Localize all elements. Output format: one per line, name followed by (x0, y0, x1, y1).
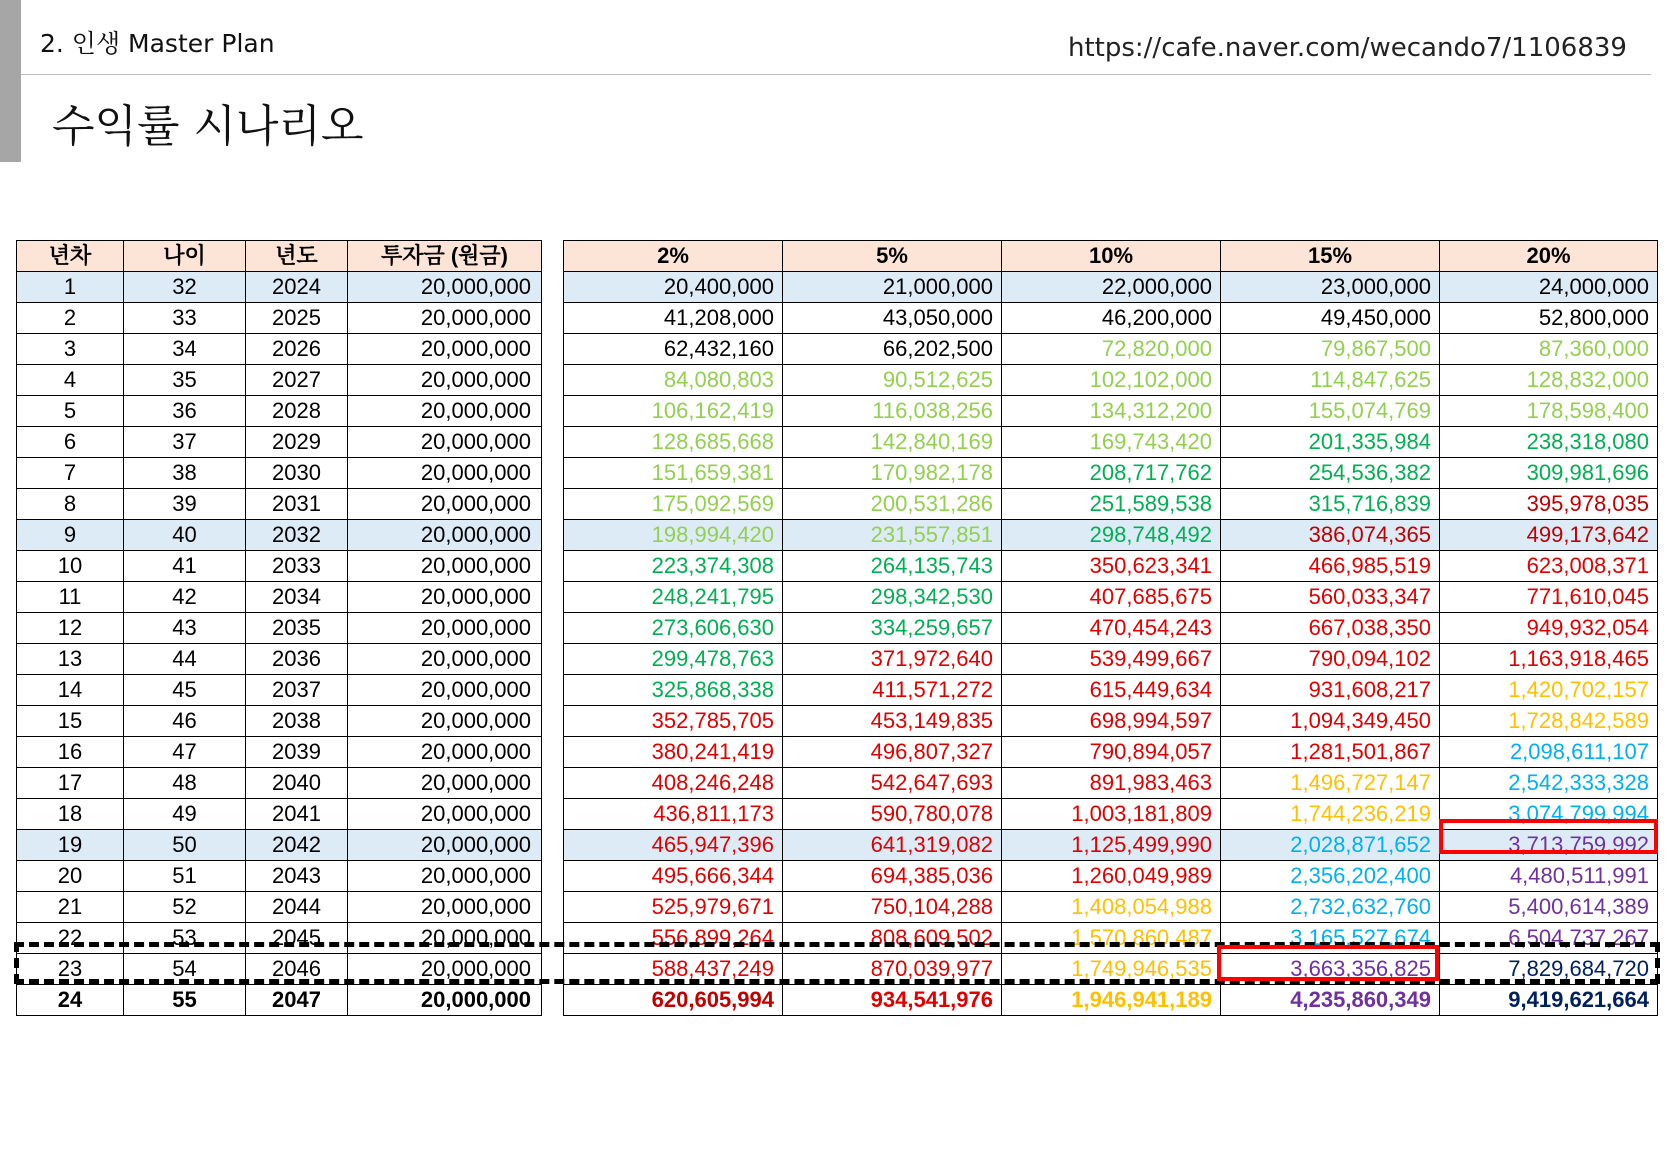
table-cell: 6,504,737,267 (1440, 923, 1658, 954)
table-row (17, 892, 542, 923)
source-url-link[interactable]: https://cafe.naver.com/wecando7/1106839 (1068, 33, 1627, 63)
table-cell: 298,342,530 (783, 582, 1002, 613)
table-cell: 1 (17, 272, 124, 303)
table-cell: 771,610,045 (1440, 582, 1658, 613)
table-cell: 53 (124, 923, 246, 954)
table-row (564, 861, 1658, 892)
table-cell: 201,335,984 (1221, 427, 1440, 458)
table-cell: 2028 (246, 396, 348, 427)
table-cell: 102,102,000 (1002, 365, 1221, 396)
table-cell: 2045 (246, 923, 348, 954)
table-cell: 2047 (246, 985, 348, 1016)
table-cell: 20 (17, 861, 124, 892)
table-row (564, 644, 1658, 675)
table-cell: 4 (17, 365, 124, 396)
table-cell: 20,000,000 (348, 458, 542, 489)
table-cell: 54 (124, 954, 246, 985)
table-cell: 790,094,102 (1221, 644, 1440, 675)
table-cell: 1,749,946,535 (1002, 954, 1221, 985)
table-cell: 20,000,000 (348, 303, 542, 334)
table-cell: 55 (124, 985, 246, 1016)
table-cell: 208,717,762 (1002, 458, 1221, 489)
table-cell: 49 (124, 799, 246, 830)
column-header: 년도 (246, 241, 348, 272)
table-cell: 43 (124, 613, 246, 644)
table-cell: 9,419,621,664 (1440, 985, 1658, 1016)
table-cell: 254,536,382 (1221, 458, 1440, 489)
table-cell: 84,080,803 (564, 365, 783, 396)
table-cell: 931,608,217 (1221, 675, 1440, 706)
table-cell: 42 (124, 582, 246, 613)
table-cell: 15 (17, 706, 124, 737)
table-row (564, 396, 1658, 427)
table-cell: 7,829,684,720 (1440, 954, 1658, 985)
investment-table-body (17, 272, 542, 1016)
table-cell: 134,312,200 (1002, 396, 1221, 427)
table-cell: 45 (124, 675, 246, 706)
table-cell: 1,496,727,147 (1221, 768, 1440, 799)
table-row (564, 768, 1658, 799)
table-cell: 13 (17, 644, 124, 675)
table-cell: 667,038,350 (1221, 613, 1440, 644)
table-cell: 325,868,338 (564, 675, 783, 706)
table-cell: 2043 (246, 861, 348, 892)
table-cell: 2,732,632,760 (1221, 892, 1440, 923)
table-cell: 750,104,288 (783, 892, 1002, 923)
table-row (17, 985, 542, 1016)
table-cell: 8 (17, 489, 124, 520)
table-row (17, 737, 542, 768)
column-header: 15% (1221, 241, 1440, 272)
column-header: 5% (783, 241, 1002, 272)
table-cell: 116,038,256 (783, 396, 1002, 427)
table-cell: 1,946,941,189 (1002, 985, 1221, 1016)
table-cell: 175,092,569 (564, 489, 783, 520)
table-cell: 36 (124, 396, 246, 427)
table-row (564, 985, 1658, 1016)
table-cell: 2035 (246, 613, 348, 644)
table-cell: 47 (124, 737, 246, 768)
table-row (17, 675, 542, 706)
table-cell: 142,840,169 (783, 427, 1002, 458)
table-cell: 891,983,463 (1002, 768, 1221, 799)
table-cell: 615,449,634 (1002, 675, 1221, 706)
table-cell: 20,000,000 (348, 830, 542, 861)
table-cell: 90,512,625 (783, 365, 1002, 396)
table-cell: 238,318,080 (1440, 427, 1658, 458)
table-cell: 470,454,243 (1002, 613, 1221, 644)
header-row (17, 241, 542, 272)
table-cell: 2027 (246, 365, 348, 396)
table-row (17, 644, 542, 675)
table-row (564, 892, 1658, 923)
table-cell: 1,408,054,988 (1002, 892, 1221, 923)
table-cell: 3,713,759,992 (1440, 830, 1658, 861)
side-accent-bar (0, 0, 21, 162)
table-cell: 21,000,000 (783, 272, 1002, 303)
table-cell: 37 (124, 427, 246, 458)
table-row (17, 458, 542, 489)
table-cell: 1,728,842,589 (1440, 706, 1658, 737)
table-cell: 50 (124, 830, 246, 861)
table-cell: 2032 (246, 520, 348, 551)
table-cell: 2024 (246, 272, 348, 303)
table-cell: 20,000,000 (348, 520, 542, 551)
section-label: 2. 인생 Master Plan (40, 29, 275, 58)
table-cell: 560,033,347 (1221, 582, 1440, 613)
table-cell: 542,647,693 (783, 768, 1002, 799)
table-cell: 315,716,839 (1221, 489, 1440, 520)
table-cell: 66,202,500 (783, 334, 1002, 365)
table-cell: 35 (124, 365, 246, 396)
table-cell: 3 (17, 334, 124, 365)
table-cell: 556,899,264 (564, 923, 783, 954)
header-row (564, 241, 1658, 272)
table-row (17, 613, 542, 644)
table-cell: 22,000,000 (1002, 272, 1221, 303)
table-cell: 20,000,000 (348, 675, 542, 706)
table-cell: 408,246,248 (564, 768, 783, 799)
table-cell: 51 (124, 861, 246, 892)
table-cell: 151,659,381 (564, 458, 783, 489)
table-row (564, 737, 1658, 768)
table-row (17, 551, 542, 582)
table-cell: 20,000,000 (348, 427, 542, 458)
table-cell: 114,847,625 (1221, 365, 1440, 396)
table-cell: 2,028,871,652 (1221, 830, 1440, 861)
page-title: 수익률 시나리오 (52, 101, 364, 152)
table-cell: 5,400,614,389 (1440, 892, 1658, 923)
table-row (564, 551, 1658, 582)
table-cell: 2037 (246, 675, 348, 706)
table-cell: 4,235,860,349 (1221, 985, 1440, 1016)
table-cell: 33 (124, 303, 246, 334)
table-row (17, 303, 542, 334)
table-cell: 1,163,918,465 (1440, 644, 1658, 675)
table-cell: 52 (124, 892, 246, 923)
table-cell: 24,000,000 (1440, 272, 1658, 303)
table-cell: 12 (17, 613, 124, 644)
table-cell: 20,000,000 (348, 706, 542, 737)
table-row (17, 365, 542, 396)
table-row (564, 582, 1658, 613)
table-cell: 49,450,000 (1221, 303, 1440, 334)
table-cell: 223,374,308 (564, 551, 783, 582)
table-cell: 38 (124, 458, 246, 489)
table-row (564, 272, 1658, 303)
table-cell: 178,598,400 (1440, 396, 1658, 427)
table-row (564, 458, 1658, 489)
table-cell: 436,811,173 (564, 799, 783, 830)
table-cell: 48 (124, 768, 246, 799)
table-cell: 14 (17, 675, 124, 706)
table-cell: 2029 (246, 427, 348, 458)
table-cell: 395,978,035 (1440, 489, 1658, 520)
table-cell: 407,685,675 (1002, 582, 1221, 613)
table-cell: 20,000,000 (348, 737, 542, 768)
column-header: 년차 (17, 241, 124, 272)
table-row (17, 799, 542, 830)
column-header: 10% (1002, 241, 1221, 272)
table-row (564, 520, 1658, 551)
table-cell: 24 (17, 985, 124, 1016)
table-row (17, 861, 542, 892)
table-cell: 698,994,597 (1002, 706, 1221, 737)
table-cell: 79,867,500 (1221, 334, 1440, 365)
table-cell: 2038 (246, 706, 348, 737)
table-row (17, 830, 542, 861)
table-row (17, 334, 542, 365)
table-cell: 2033 (246, 551, 348, 582)
table-cell: 23,000,000 (1221, 272, 1440, 303)
table-cell: 198,994,420 (564, 520, 783, 551)
table-cell: 380,241,419 (564, 737, 783, 768)
table-cell: 20,000,000 (348, 954, 542, 985)
table-cell: 1,420,702,157 (1440, 675, 1658, 706)
table-cell: 2040 (246, 768, 348, 799)
table-cell: 2039 (246, 737, 348, 768)
investment-table (16, 240, 542, 1016)
table-cell: 641,319,082 (783, 830, 1002, 861)
table-cell: 11 (17, 582, 124, 613)
table-cell: 43,050,000 (783, 303, 1002, 334)
table-cell: 6 (17, 427, 124, 458)
table-cell: 2031 (246, 489, 348, 520)
highlight-box-15pct-year23 (1217, 945, 1439, 981)
table-cell: 1,003,181,809 (1002, 799, 1221, 830)
table-cell: 10 (17, 551, 124, 582)
table-cell: 44 (124, 644, 246, 675)
table-cell: 200,531,286 (783, 489, 1002, 520)
table-cell: 23 (17, 954, 124, 985)
table-cell: 20,000,000 (348, 489, 542, 520)
table-row (17, 396, 542, 427)
table-cell: 350,623,341 (1002, 551, 1221, 582)
table-cell: 20,000,000 (348, 272, 542, 303)
table-cell: 298,748,492 (1002, 520, 1221, 551)
table-cell: 3,074,799,994 (1440, 799, 1658, 830)
table-cell: 2,356,202,400 (1221, 861, 1440, 892)
table-cell: 466,985,519 (1221, 551, 1440, 582)
table-cell: 62,432,160 (564, 334, 783, 365)
table-cell: 20,000,000 (348, 644, 542, 675)
table-row (564, 365, 1658, 396)
table-cell: 495,666,344 (564, 861, 783, 892)
table-cell: 620,605,994 (564, 985, 783, 1016)
table-cell: 496,807,327 (783, 737, 1002, 768)
table-cell: 20,000,000 (348, 334, 542, 365)
table-cell: 2,542,333,328 (1440, 768, 1658, 799)
table-cell: 52,800,000 (1440, 303, 1658, 334)
table-cell: 465,947,396 (564, 830, 783, 861)
table-cell: 41,208,000 (564, 303, 783, 334)
investment-table-header (17, 241, 542, 272)
table-cell: 22 (17, 923, 124, 954)
table-row (564, 427, 1658, 458)
table-cell: 20,000,000 (348, 613, 542, 644)
table-cell: 499,173,642 (1440, 520, 1658, 551)
table-cell: 106,162,419 (564, 396, 783, 427)
table-cell: 41 (124, 551, 246, 582)
header-divider (21, 74, 1651, 75)
table-cell: 352,785,705 (564, 706, 783, 737)
table-cell: 299,478,763 (564, 644, 783, 675)
table-cell: 2042 (246, 830, 348, 861)
table-cell: 1,570,860,487 (1002, 923, 1221, 954)
table-row (564, 334, 1658, 365)
table-cell: 169,743,420 (1002, 427, 1221, 458)
table-cell: 2025 (246, 303, 348, 334)
table-cell: 128,832,000 (1440, 365, 1658, 396)
table-cell: 20,000,000 (348, 923, 542, 954)
table-row (17, 706, 542, 737)
table-cell: 790,894,057 (1002, 737, 1221, 768)
table-cell: 2044 (246, 892, 348, 923)
table-cell: 251,589,538 (1002, 489, 1221, 520)
table-cell: 623,008,371 (1440, 551, 1658, 582)
table-cell: 934,541,976 (783, 985, 1002, 1016)
table-cell: 20,400,000 (564, 272, 783, 303)
table-cell: 40 (124, 520, 246, 551)
table-cell: 3,663,356,825 (1221, 954, 1440, 985)
table-cell: 3,165,527,674 (1221, 923, 1440, 954)
table-cell: 20,000,000 (348, 365, 542, 396)
table-cell: 949,932,054 (1440, 613, 1658, 644)
table-cell: 16 (17, 737, 124, 768)
table-cell: 1,281,501,867 (1221, 737, 1440, 768)
table-row (564, 613, 1658, 644)
table-cell: 2036 (246, 644, 348, 675)
table-cell: 334,259,657 (783, 613, 1002, 644)
table-cell: 411,571,272 (783, 675, 1002, 706)
table-cell: 20,000,000 (348, 551, 542, 582)
table-cell: 20,000,000 (348, 892, 542, 923)
table-cell: 870,039,977 (783, 954, 1002, 985)
table-cell: 128,685,668 (564, 427, 783, 458)
table-cell: 34 (124, 334, 246, 365)
table-cell: 4,480,511,991 (1440, 861, 1658, 892)
table-cell: 264,135,743 (783, 551, 1002, 582)
table-row (564, 489, 1658, 520)
table-row (17, 489, 542, 520)
table-cell: 7 (17, 458, 124, 489)
table-cell: 2041 (246, 799, 348, 830)
return-table-header (564, 241, 1658, 272)
table-cell: 371,972,640 (783, 644, 1002, 675)
table-cell: 2,098,611,107 (1440, 737, 1658, 768)
table-cell: 5 (17, 396, 124, 427)
table-cell: 20,000,000 (348, 396, 542, 427)
table-cell: 525,979,671 (564, 892, 783, 923)
table-row (564, 303, 1658, 334)
table-cell: 231,557,851 (783, 520, 1002, 551)
table-cell: 590,780,078 (783, 799, 1002, 830)
table-cell: 694,385,036 (783, 861, 1002, 892)
column-header: 나이 (124, 241, 246, 272)
table-cell: 20,000,000 (348, 768, 542, 799)
table-cell: 588,437,249 (564, 954, 783, 985)
column-header: 2% (564, 241, 783, 272)
table-cell: 2 (17, 303, 124, 334)
table-cell: 20,000,000 (348, 799, 542, 830)
table-cell: 808,609,502 (783, 923, 1002, 954)
table-cell: 539,499,667 (1002, 644, 1221, 675)
table-cell: 46 (124, 706, 246, 737)
table-cell: 72,820,000 (1002, 334, 1221, 365)
return-table-body (564, 272, 1658, 1016)
table-cell: 32 (124, 272, 246, 303)
table-cell: 17 (17, 768, 124, 799)
table-cell: 170,982,178 (783, 458, 1002, 489)
table-cell: 1,744,236,219 (1221, 799, 1440, 830)
table-cell: 20,000,000 (348, 582, 542, 613)
table-cell: 2030 (246, 458, 348, 489)
table-row (17, 768, 542, 799)
table-cell: 309,981,696 (1440, 458, 1658, 489)
table-cell: 2026 (246, 334, 348, 365)
table-cell: 248,241,795 (564, 582, 783, 613)
table-cell: 273,606,630 (564, 613, 783, 644)
table-cell: 9 (17, 520, 124, 551)
table-cell: 155,074,769 (1221, 396, 1440, 427)
table-cell: 18 (17, 799, 124, 830)
table-cell: 453,149,835 (783, 706, 1002, 737)
return-scenario-table (563, 240, 1658, 1016)
table-row (17, 582, 542, 613)
table-cell: 2046 (246, 954, 348, 985)
table-row (564, 675, 1658, 706)
table-cell: 1,260,049,989 (1002, 861, 1221, 892)
table-row (564, 706, 1658, 737)
table-cell: 39 (124, 489, 246, 520)
table-cell: 46,200,000 (1002, 303, 1221, 334)
table-cell: 19 (17, 830, 124, 861)
table-cell: 1,094,349,450 (1221, 706, 1440, 737)
table-cell: 20,000,000 (348, 985, 542, 1016)
table-row (17, 427, 542, 458)
table-cell: 386,074,365 (1221, 520, 1440, 551)
table-row (17, 520, 542, 551)
table-row (17, 272, 542, 303)
table-cell: 87,360,000 (1440, 334, 1658, 365)
column-header: 투자금 (원금) (348, 241, 542, 272)
column-header: 20% (1440, 241, 1658, 272)
table-cell: 20,000,000 (348, 861, 542, 892)
table-cell: 2034 (246, 582, 348, 613)
table-cell: 21 (17, 892, 124, 923)
highlight-box-20pct-year19 (1439, 819, 1658, 854)
table-cell: 1,125,499,990 (1002, 830, 1221, 861)
